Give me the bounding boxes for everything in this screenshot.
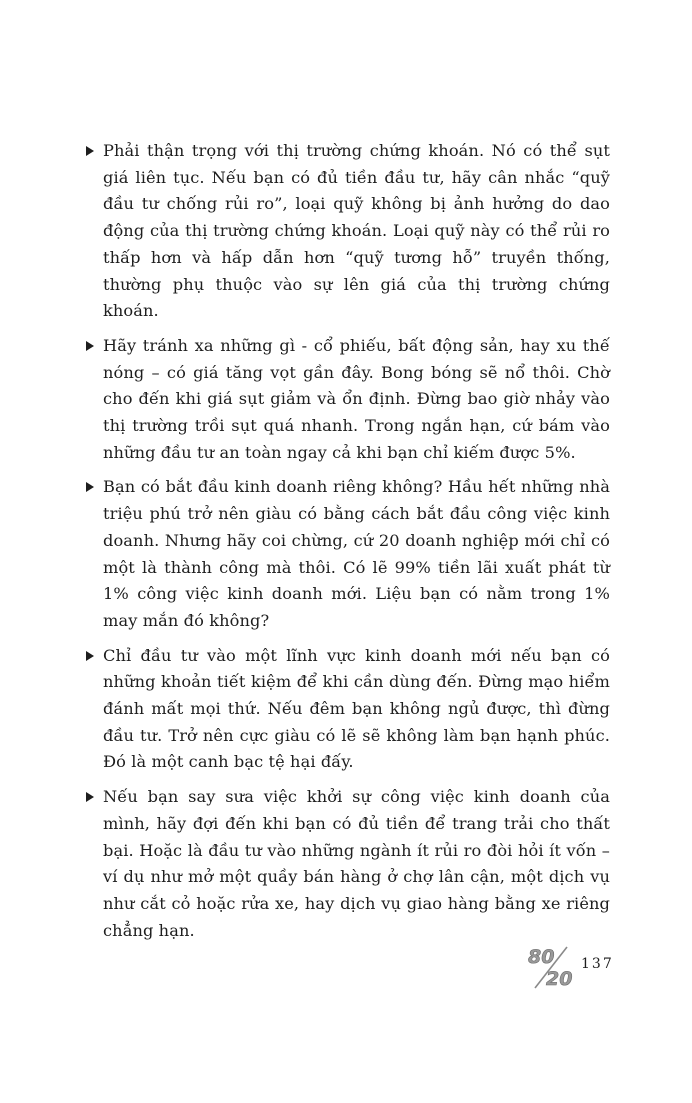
bullet-item: [86, 138, 610, 325]
bullet-text: Bạn có bắt đầu kinh doanh riêng không? Hầu hết những nhà triệu phú trở nên giàu có bằng cách bắt đầu công việc kinh doanh. Nhưng hãy coi chừng, cứ 20 doanh nghiệp mới chỉ có một là thành công mà thôi. Có lẽ 99% tiền lãi xuất phát từ 1% công việc kinh doanh mới. Liệu bạn có nằm trong 1% may mắn đó không?: [103, 477, 610, 630]
bullet-text: Phải thận trọng với thị trường chứng khoán. Nó có thể sụt giá liên tục. Nếu bạn có đủ tiền đầu tư, hãy cân nhắc “quỹ đầu tư chống rủi ro”, loại quỹ không bị ảnh hưởng do dao động của thị trường chứng khoán. Loại quỹ này có thể rủi ro thấp hơn và hấp dẫn hơn “quỹ tương hỗ” truyền thống, thường phụ thuộc vào sự lên giá của thị trường chứng khoán.: [103, 141, 610, 321]
triangle-bullet-icon: [86, 651, 94, 661]
logo-bottom-number: 20: [546, 968, 573, 990]
bullet-text: Hãy tránh xa những gì - cổ phiếu, bất động sản, hay xu thế nóng – có giá tăng vọt gần đây. Bong bóng sẽ nổ thôi. Chờ cho đến khi giá sụt giảm và ổn định. Đừng bao giờ nhảy vào thị trường trồi sụt quá nhanh. Trong ngắn hạn, cứ bám vào những đầu tư an toàn ngay cả khi bạn chỉ kiếm được 5%.: [103, 335, 610, 462]
bullet-item: [86, 333, 610, 467]
bullet-text: Nếu bạn say sưa việc khởi sự công việc kinh doanh của mình, hãy đợi đến khi bạn có đủ tiền để trang trải cho thất bại. Hoặc là đầu tư vào những ngành ít rủi ro đòi hỏi ít vốn – ví dụ như mở một quầy bán hàng ở chợ lân cận, một dịch vụ như cắt cỏ hoặc rửa xe, hay dịch vụ giao hàng bằng xe riêng chẳng hạn.: [103, 787, 610, 940]
bullet-list: [86, 138, 610, 952]
bullet-item: [86, 784, 610, 944]
triangle-bullet-icon: [86, 792, 94, 802]
triangle-bullet-icon: [86, 146, 94, 156]
book-logo-80-20: [527, 943, 579, 991]
bullet-item: [86, 643, 610, 777]
triangle-bullet-icon: [86, 341, 94, 351]
triangle-bullet-icon: [86, 482, 94, 492]
page-number: 137: [581, 956, 614, 972]
bullet-item: [86, 474, 610, 634]
logo-top-number: 80: [528, 946, 555, 968]
page-footer: [527, 943, 617, 993]
bullet-text: Chỉ đầu tư vào một lĩnh vực kinh doanh mới nếu bạn có những khoản tiết kiệm để khi cần dùng đến. Đừng mạo hiểm đánh mất mọi thứ. Nếu đêm bạn không ngủ được, thì đừng đầu tư. Trở nên cực giàu có lẽ sẽ không làm bạn hạnh phúc. Đó là một canh bạc tệ hại đấy.: [103, 645, 610, 772]
